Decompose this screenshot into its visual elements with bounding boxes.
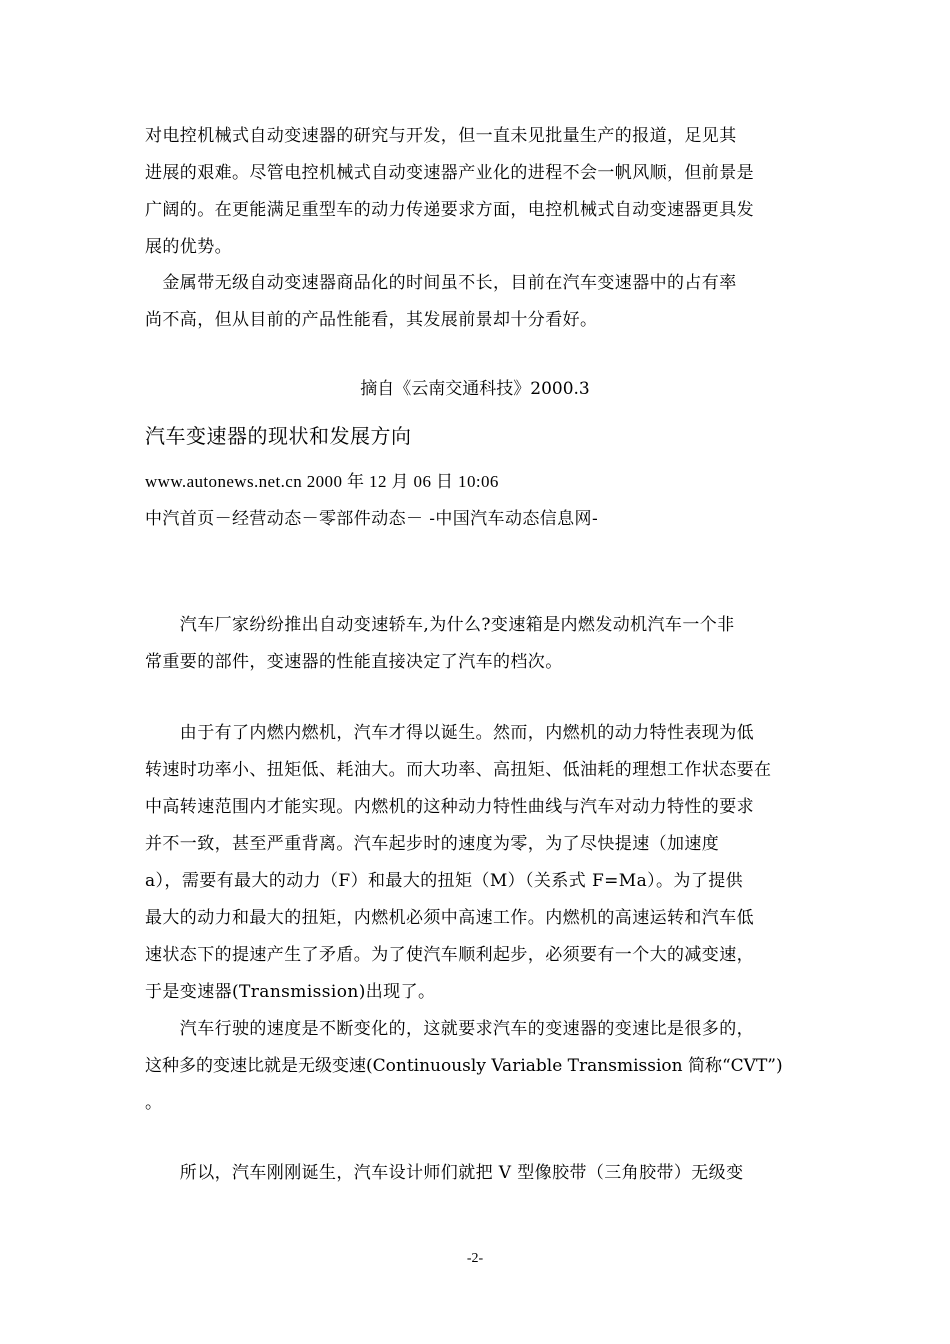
page-number: -2- (466, 1251, 484, 1266)
paragraph-line: 最大的动力和最大的扭矩，内燃机必须中高速工作。内燃机的高速运转和汽车低 (145, 908, 754, 928)
paragraph-line: 。 (145, 1093, 163, 1113)
paragraph-line: 所以，汽车刚刚诞生，汽车设计师们就把 V 型像胶带（三角胶带）无级变 (145, 1163, 744, 1183)
paragraph-line: 并不一致，甚至严重背离。汽车起步时的速度为零，为了尽快提速（加速度 (145, 834, 720, 854)
paragraph-line: 尚不高，但从目前的产品性能看，其发展前景却十分看好。 (145, 310, 598, 330)
paragraph-line: 对电控机械式自动变速器的研究与开发，但一直未见批量生产的报道，足见其 (145, 126, 737, 146)
source-citation: 摘自《云南交通科技》2000.3 (360, 379, 590, 399)
paragraph-line: 汽车厂家纷纷推出自动变速轿车,为什么?变速箱是内燃发动机汽车一个非 (145, 615, 735, 635)
dateline: www.autonews.net.cn 2000 年 12 月 06 日 10:06 (145, 472, 499, 491)
paragraph-line: 转速时功率小、扭矩低、耗油大。而大功率、高扭矩、低油耗的理想工作状态要在 (145, 760, 772, 780)
paragraph-line: 于是变速器(Transmission)出现了。 (145, 982, 436, 1002)
article-title: 汽车变速器的现状和发展方向 (145, 424, 412, 448)
breadcrumb: 中汽首页－经营动态－零部件动态－ -中国汽车动态信息网- (145, 509, 599, 529)
paragraph-line: 广阔的。在更能满足重型车的动力传递要求方面，电控机械式自动变速器更具发 (145, 200, 754, 220)
paragraph-line: 常重要的部件，变速器的性能直接决定了汽车的档次。 (145, 652, 563, 672)
paragraph-line: 金属带无级自动变速器商品化的时间虽不长，目前在汽车变速器中的占有率 (145, 273, 737, 293)
paragraph-line: 中高转速范围内才能实现。内燃机的这种动力特性曲线与汽车对动力特性的要求 (145, 797, 754, 817)
paragraph-line: 展的优势。 (145, 237, 232, 257)
paragraph-line: 汽车行驶的速度是不断变化的，这就要求汽车的变速器的变速比是很多的， (145, 1019, 754, 1039)
paragraph-line: 这种多的变速比就是无级变速(Continuously Variable Transmission 简称“CVT”) (145, 1056, 783, 1076)
paragraph-line: a），需要有最大的动力（F）和最大的扭矩（M）（关系式 F=Ma）。为了提供 (145, 871, 744, 891)
paragraph-line: 进展的艰难。尽管电控机械式自动变速器产业化的进程不会一帆风顺，但前景是 (145, 163, 754, 183)
paragraph-line: 由于有了内燃内燃机，汽车才得以诞生。然而，内燃机的动力特性表现为低 (145, 723, 754, 743)
paragraph-line: 速状态下的提速产生了矛盾。为了使汽车顺利起步，必须要有一个大的减变速， (145, 945, 754, 965)
